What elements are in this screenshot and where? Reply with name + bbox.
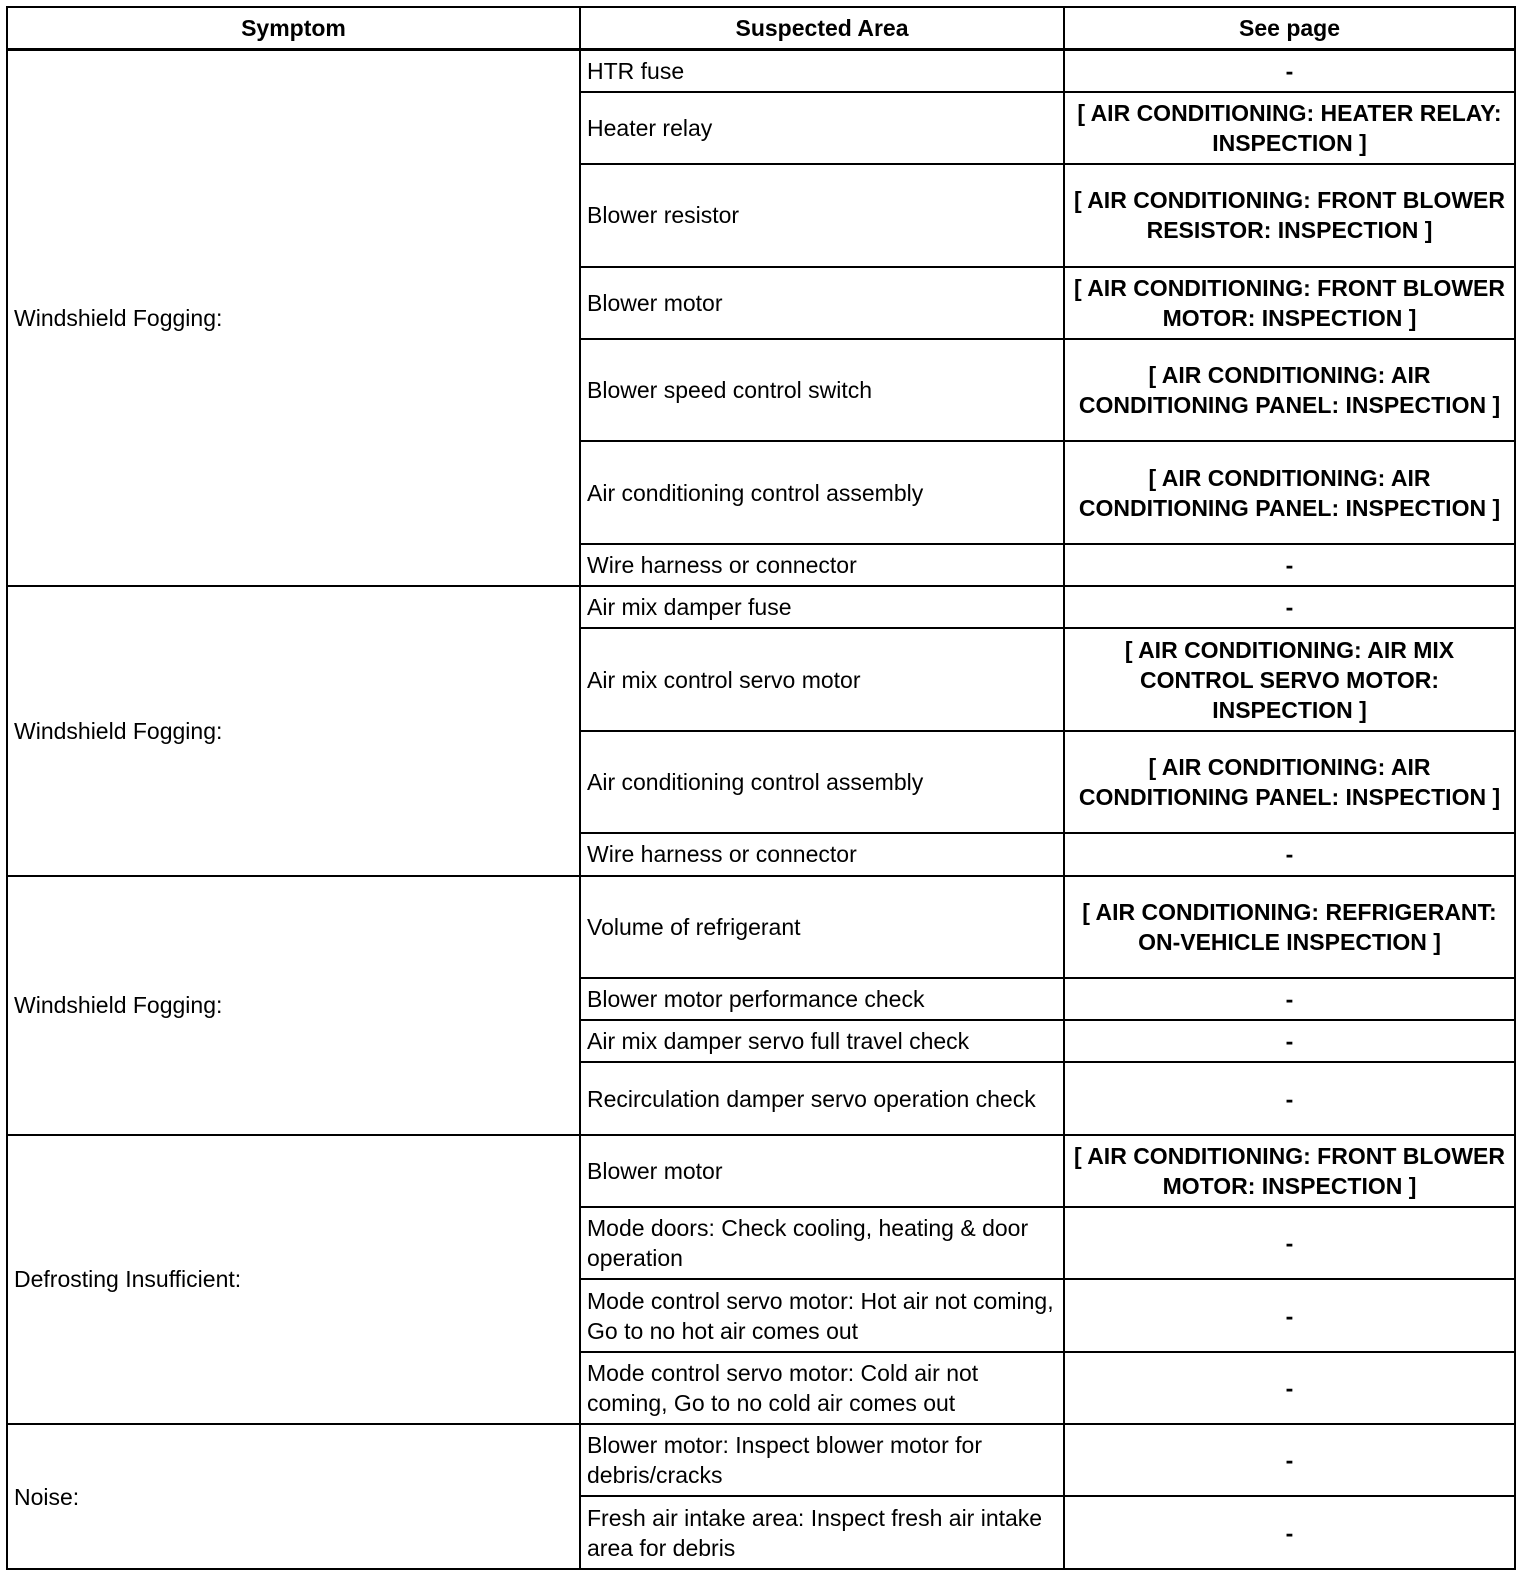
see-page-cell: - xyxy=(1064,1062,1515,1134)
table-row xyxy=(7,586,1515,628)
see-page-cell: [ AIR CONDITIONING: AIR CONDITIONING PANEL: INSPECTION ] xyxy=(1064,339,1515,442)
symptom-cell: Windshield Fogging: xyxy=(7,50,580,587)
header-see-page: See page xyxy=(1064,7,1515,50)
suspected-area-cell: Wire harness or connector xyxy=(580,544,1064,586)
header-row xyxy=(7,7,1515,50)
see-page-cell: - xyxy=(1064,1020,1515,1062)
suspected-area-cell: Air mix damper fuse xyxy=(580,586,1064,628)
suspected-area-cell: Air mix control servo motor xyxy=(580,628,1064,731)
table-row xyxy=(7,50,1515,92)
see-page-cell: [ AIR CONDITIONING: REFRIGERANT: ON-VEHICLE INSPECTION ] xyxy=(1064,876,1515,979)
see-page-cell: [ AIR CONDITIONING: HEATER RELAY: INSPECTION ] xyxy=(1064,92,1515,164)
see-page-cell: [ AIR CONDITIONING: FRONT BLOWER RESISTOR: INSPECTION ] xyxy=(1064,164,1515,267)
suspected-area-cell: Wire harness or connector xyxy=(580,833,1064,875)
diagnosis-table xyxy=(6,6,1516,1570)
see-page-cell: - xyxy=(1064,1207,1515,1279)
suspected-area-cell: Fresh air intake area: Inspect fresh air intake area for debris xyxy=(580,1496,1064,1569)
table-row xyxy=(7,1424,1515,1496)
symptom-cell: Windshield Fogging: xyxy=(7,876,580,1135)
suspected-area-cell: Blower motor xyxy=(580,267,1064,339)
suspected-area-cell: HTR fuse xyxy=(580,50,1064,92)
suspected-area-cell: Mode control servo motor: Hot air not coming, Go to no hot air comes out xyxy=(580,1279,1064,1351)
see-page-cell: - xyxy=(1064,1352,1515,1424)
see-page-cell: - xyxy=(1064,1496,1515,1569)
see-page-cell: - xyxy=(1064,544,1515,586)
suspected-area-cell: Blower resistor xyxy=(580,164,1064,267)
header-suspected-area: Suspected Area xyxy=(580,7,1064,50)
suspected-area-cell: Air conditioning control assembly xyxy=(580,441,1064,544)
see-page-cell: [ AIR CONDITIONING: AIR MIX CONTROL SERVO MOTOR: INSPECTION ] xyxy=(1064,628,1515,731)
see-page-cell: - xyxy=(1064,50,1515,92)
suspected-area-cell: Heater relay xyxy=(580,92,1064,164)
suspected-area-cell: Blower speed control switch xyxy=(580,339,1064,442)
suspected-area-cell: Blower motor performance check xyxy=(580,978,1064,1020)
suspected-area-cell: Mode doors: Check cooling, heating & door operation xyxy=(580,1207,1064,1279)
header-symptom: Symptom xyxy=(7,7,580,50)
table-row xyxy=(7,1135,1515,1207)
see-page-cell: - xyxy=(1064,1424,1515,1496)
suspected-area-cell: Air mix damper servo full travel check xyxy=(580,1020,1064,1062)
suspected-area-cell: Blower motor: Inspect blower motor for debris/cracks xyxy=(580,1424,1064,1496)
see-page-cell: - xyxy=(1064,1279,1515,1351)
see-page-cell: - xyxy=(1064,586,1515,628)
see-page-cell: [ AIR CONDITIONING: FRONT BLOWER MOTOR: INSPECTION ] xyxy=(1064,1135,1515,1207)
suspected-area-cell: Mode control servo motor: Cold air not coming, Go to no cold air comes out xyxy=(580,1352,1064,1424)
suspected-area-cell: Air conditioning control assembly xyxy=(580,731,1064,834)
see-page-cell: - xyxy=(1064,978,1515,1020)
symptom-cell: Noise: xyxy=(7,1424,580,1569)
table-body xyxy=(7,50,1515,1570)
see-page-cell: [ AIR CONDITIONING: AIR CONDITIONING PANEL: INSPECTION ] xyxy=(1064,441,1515,544)
see-page-cell: - xyxy=(1064,833,1515,875)
symptom-cell: Defrosting Insufficient: xyxy=(7,1135,580,1424)
table-row xyxy=(7,876,1515,979)
suspected-area-cell: Blower motor xyxy=(580,1135,1064,1207)
symptom-cell: Windshield Fogging: xyxy=(7,586,580,875)
suspected-area-cell: Recirculation damper servo operation check xyxy=(580,1062,1064,1134)
suspected-area-cell: Volume of refrigerant xyxy=(580,876,1064,979)
see-page-cell: [ AIR CONDITIONING: AIR CONDITIONING PANEL: INSPECTION ] xyxy=(1064,731,1515,834)
see-page-cell: [ AIR CONDITIONING: FRONT BLOWER MOTOR: INSPECTION ] xyxy=(1064,267,1515,339)
